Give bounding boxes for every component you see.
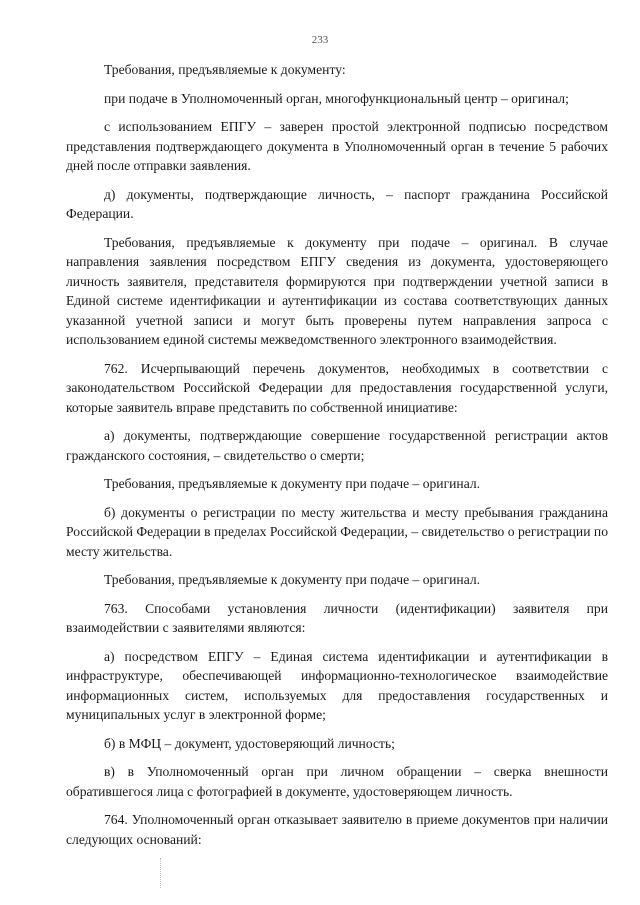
document-body bbox=[66, 60, 608, 858]
paragraph: б) в МФЦ – документ, удостоверяющий личность; bbox=[104, 735, 395, 751]
paragraph: Требования, предъявляемые к документу при подаче – оригинал. bbox=[104, 572, 481, 587]
paragraph: б) документы о регистрации по месту жительства и месту пребывания гражданина Российской Федерации в пределах Российской Федерации, – свидетельство о регистрации по месту жительства. bbox=[66, 504, 608, 559]
paragraph: Требования, предъявляемые к документу при подаче – оригинал. bbox=[104, 476, 481, 491]
paragraph: с использованием ЕПГУ – заверен простой электронной подписью посредством представления подтверждающего документа в Уполномоченный орган в течение 5 рабочих дней после отправки заявления. bbox=[66, 119, 608, 173]
paragraph: а) документы, подтверждающие совершение государственной регистрации актов гражданского состояния, – свидетельство о смерти; bbox=[66, 428, 608, 463]
page-number: 233 bbox=[311, 34, 329, 46]
paragraph: 763. Способами установления личности (идентификации) заявителя при взаимодействии с заявителями являются: bbox=[66, 600, 608, 635]
paragraph: 764. Уполномоченный орган отказывает заявителю в приеме документов при наличии следующих оснований: bbox=[66, 812, 608, 847]
paragraph: д) документы, подтверждающие личность, – паспорт гражданина Российской Федерации. bbox=[66, 186, 608, 221]
scan-artifact bbox=[160, 858, 163, 888]
paragraph: а) посредством ЕПГУ – Единая система идентификации и аутентификации в инфраструктуре, обеспечивающей информационно-технологическое взаимодействие информационных систем, используемых для предоставления государственных и муниципальных услуг в электронной форме; bbox=[66, 648, 608, 722]
paragraph: Требования, предъявляемые к документу при подаче – оригинал. В случае направления заявления посредством ЕПГУ сведения из документа, удостоверяющего личность заявителя, представителя формируются при подтверждении учетной записи в Единой системе идентификации и аутентификации из состава соответствующих данных указанной учетной записи и могут быть проверены путем направления запроса с использованием единой системы межведомственного электронного взаимодействия. bbox=[66, 234, 608, 347]
paragraph: Требования, предъявляемые к документу: bbox=[104, 62, 346, 77]
paragraph: в) в Уполномоченный орган при личном обращении – сверка внешности обратившегося лица с фотографией в документе, удостоверяющем личность. bbox=[66, 764, 608, 799]
paragraph: 762. Исчерпывающий перечень документов, необходимых в соответствии с законодательством Российской Федерации для предоставления государственной услуги, которые заявитель вправе представить по собственной инициативе: bbox=[66, 360, 608, 415]
paragraph: при подаче в Уполномоченный орган, многофункциональный центр – оригинал; bbox=[104, 90, 569, 106]
